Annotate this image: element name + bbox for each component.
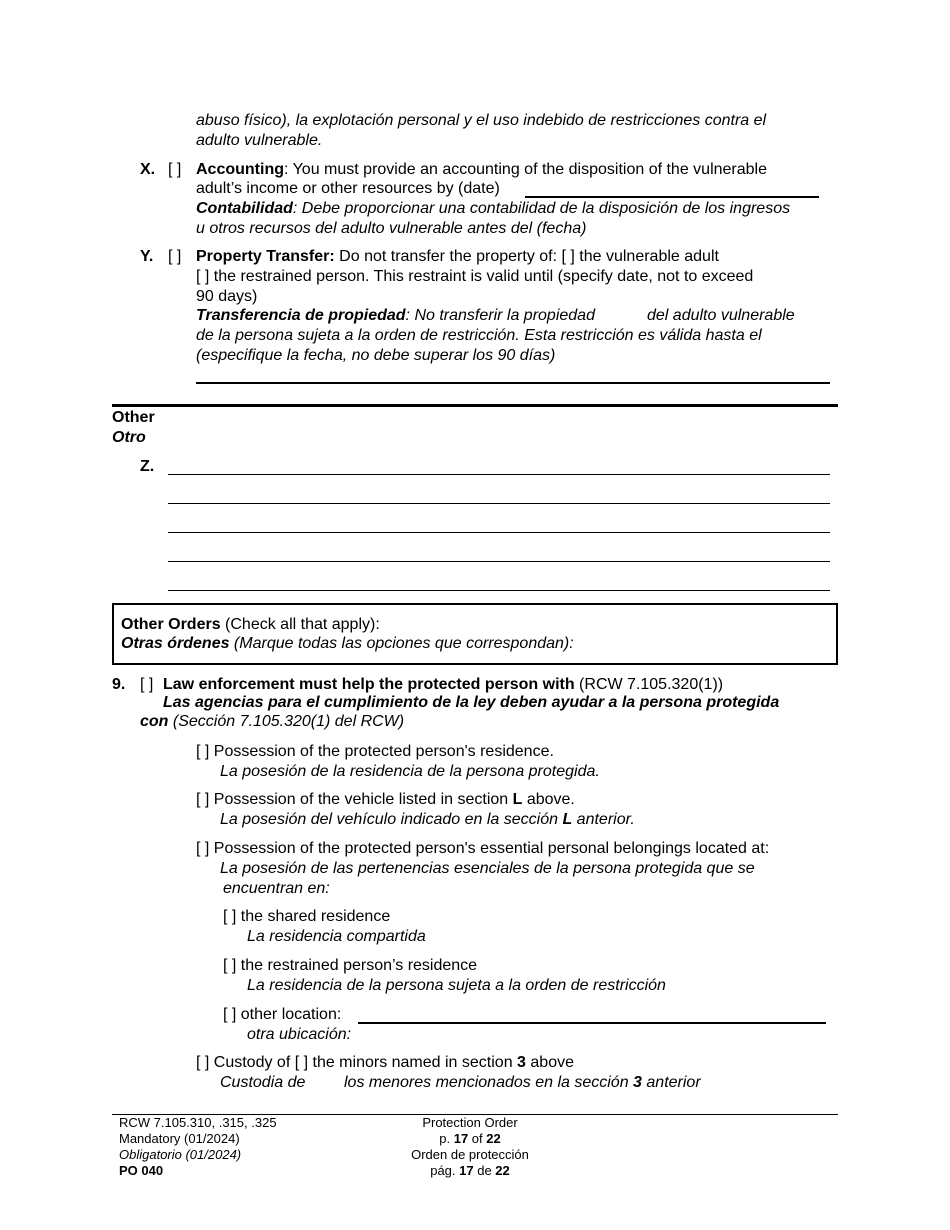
section-ref: (RCW 7.105.320(1)): [574, 676, 724, 693]
footer-title-es: Orden de protección: [411, 1147, 529, 1162]
item-text-es: de la persona sujeta a la orden de restricción. Esta restricción es válida hasta el: [196, 327, 762, 344]
option-text-es: Custodia de: [220, 1074, 306, 1091]
page-label: pág.: [430, 1163, 460, 1178]
page-total: 22: [495, 1163, 510, 1178]
other-field-line[interactable]: [168, 590, 830, 591]
checkbox[interactable]: [ ]: [140, 676, 154, 693]
option-text-es: La residencia compartida: [247, 928, 426, 945]
item-text-es: u otros recursos del adulto vulnerable antes del (fecha): [196, 220, 587, 237]
box-title: Other Orders: [121, 616, 221, 633]
option-text-es: otra ubicación:: [247, 1026, 352, 1043]
footer-title: Protection Order: [422, 1115, 518, 1130]
page-of: of: [468, 1131, 487, 1146]
date-field[interactable]: [196, 382, 830, 384]
option-text-es: [344, 1073, 701, 1093]
option-custody[interactable]: [196, 1053, 574, 1073]
box-title-es: Otras órdenes: [121, 635, 230, 652]
footer-form-number: PO 040: [119, 1163, 164, 1178]
other-field-line[interactable]: [168, 561, 830, 562]
option-residence[interactable]: [ ] Possession of the protected person's residence.: [196, 743, 554, 760]
other-location-field[interactable]: [358, 1022, 826, 1024]
item-text-es: : No transferir la propiedad: [405, 307, 595, 324]
section-title-es: Las agencias para el cumplimiento de la ley deben ayudar a la persona protegida: [163, 694, 780, 711]
option-shared-residence[interactable]: [ ] the shared residence: [223, 908, 391, 925]
option-text-es: La posesión de las pertenencias esenciales de la persona protegida que se: [220, 860, 755, 877]
section-heading: Other: [112, 409, 155, 426]
box-note: (Check all that apply):: [220, 616, 380, 633]
item-title: Property Transfer:: [196, 248, 335, 265]
item-text: 90 days): [196, 288, 258, 305]
section-ref-es: (Sección 7.105.320(1) del RCW): [168, 713, 405, 730]
continued-text: adulto vulnerable.: [196, 132, 323, 149]
item-text: [ ] the restrained person. This restraint is valid until (specify date, not to exceed: [196, 268, 754, 285]
page-current: 17: [453, 1131, 469, 1146]
item-letter: X.: [140, 161, 156, 178]
continued-text: abuso físico), la explotación personal y el uso indebido de restricciones contra el: [196, 112, 767, 129]
checkbox[interactable]: [ ]: [168, 248, 182, 265]
item-text: : You must provide an accounting of the disposition of the vulnerable: [284, 161, 767, 178]
option-restrained-residence[interactable]: [ ] the restrained person’s residence: [223, 957, 478, 974]
item-letter: Y.: [140, 248, 154, 265]
option-text-es: La posesión del vehículo indicado en la sección: [220, 811, 563, 828]
option-text-es: encuentran en:: [223, 880, 330, 897]
option-text-es: 3: [633, 1074, 642, 1091]
other-field-line[interactable]: [168, 474, 830, 475]
item-text-es: : Debe proporcionar una contabilidad de la disposición de los ingresos: [292, 200, 791, 217]
box-note-es: (Marque todas las opciones que correspondan):: [229, 635, 574, 652]
option-text: L: [512, 791, 523, 808]
page-of: de: [473, 1163, 496, 1178]
other-orders-box: [112, 603, 838, 665]
option-text: above.: [522, 791, 575, 808]
section-number: 9.: [112, 676, 126, 693]
item-title-es: Contabilidad: [196, 200, 293, 217]
option-belongings[interactable]: [ ] Possession of the protected person's essential personal belongings located at:: [196, 840, 770, 857]
option-text-es: La residencia de la persona sujeta a la orden de restricción: [247, 977, 666, 994]
item-text-es: (especifique la fecha, no debe superar los 90 días): [196, 347, 556, 364]
checkbox[interactable]: [ ]: [168, 161, 182, 178]
option-text-es: L: [562, 811, 573, 828]
date-field[interactable]: [525, 196, 819, 198]
section-divider: [112, 404, 838, 407]
option-text: 3: [517, 1054, 526, 1071]
other-field-line[interactable]: [168, 532, 830, 533]
item-title: Accounting: [196, 161, 284, 178]
option-text: [ ] Custody of [ ] the minors named in section: [196, 1054, 518, 1071]
option-text: above: [525, 1054, 574, 1071]
section-title-es: con: [140, 713, 169, 730]
footer-page-es: [370, 1163, 570, 1180]
option-text: [ ] Possession of the vehicle listed in section: [196, 791, 513, 808]
item-text: adult’s income or other resources by (date): [196, 180, 500, 197]
footer-mandatory-es: Obligatorio (01/2024): [119, 1147, 242, 1162]
section-heading-es: Otro: [112, 429, 146, 446]
item-text: Do not transfer the property of: [ ] the vulnerable adult: [334, 248, 719, 265]
footer-statute: RCW 7.105.310, .315, .325: [119, 1115, 277, 1130]
option-other-location[interactable]: [ ] other location:: [223, 1006, 342, 1023]
footer-page: [370, 1131, 570, 1148]
page-current: 17: [459, 1163, 474, 1178]
option-vehicle[interactable]: [196, 790, 575, 810]
footer-mandatory: Mandatory (01/2024): [119, 1131, 240, 1146]
item-text-es: del adulto vulnerable: [647, 307, 795, 324]
option-text-es: [220, 810, 635, 830]
option-text-es: anterior: [641, 1074, 701, 1091]
option-text-es: La posesión de la residencia de la persona protegida.: [220, 763, 600, 780]
other-field-line[interactable]: [168, 503, 830, 504]
item-letter: Z.: [140, 458, 155, 475]
option-text-es: anterior.: [572, 811, 635, 828]
option-text-es: los menores mencionados en la sección: [344, 1074, 634, 1091]
page-total: 22: [486, 1131, 501, 1146]
section-title: Law enforcement must help the protected person with: [163, 676, 575, 693]
item-title-es: Transferencia de propiedad: [196, 307, 406, 324]
page-label: p.: [439, 1131, 454, 1146]
